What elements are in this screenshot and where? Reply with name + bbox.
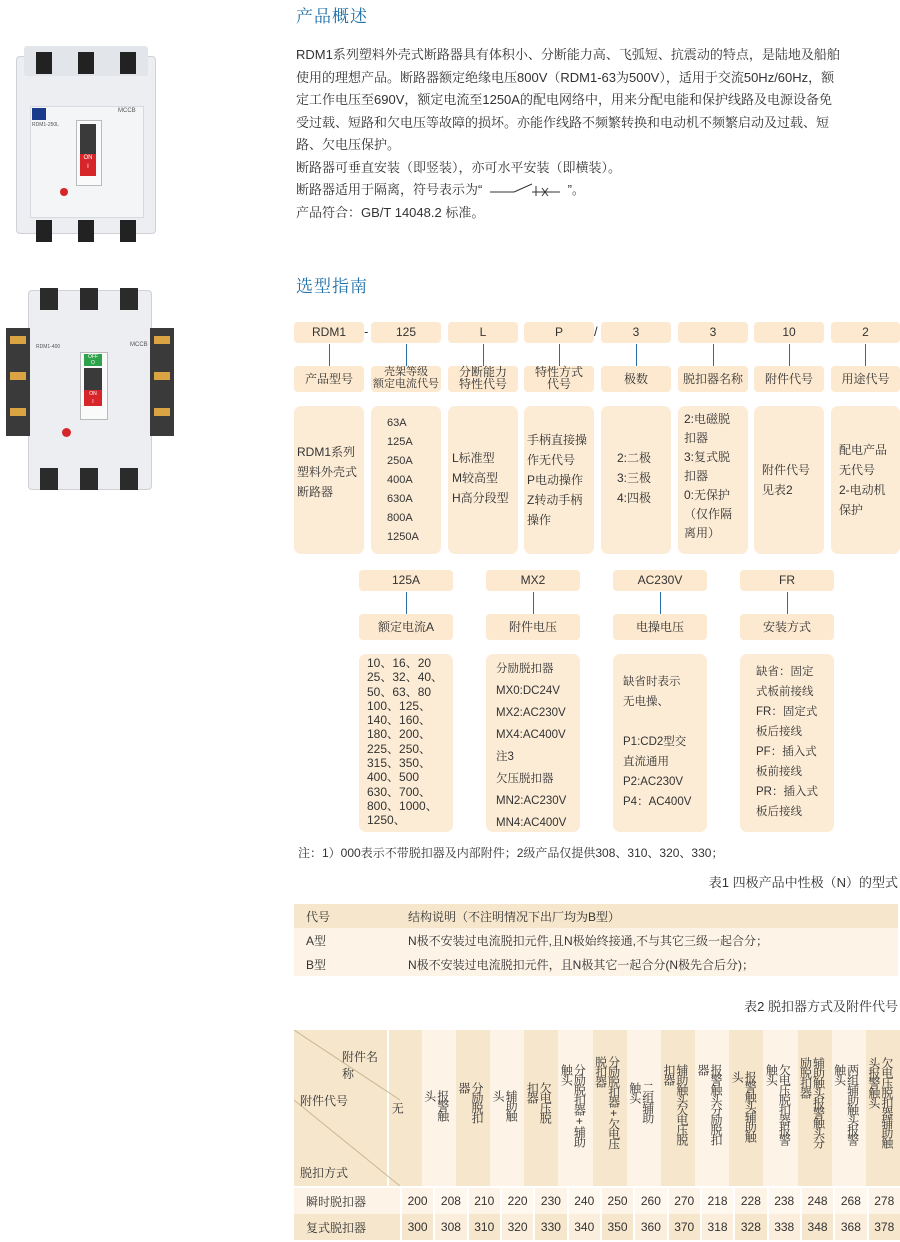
handle-on-icon: ON I	[80, 154, 96, 176]
table2-cell: 228	[734, 1188, 767, 1214]
side-terminal-right-icon	[150, 328, 174, 436]
table2-row-label: 瞬时脱扣器	[294, 1188, 401, 1214]
table-row	[294, 1188, 900, 1214]
table-row	[294, 928, 898, 952]
code-tag: MX2	[486, 570, 580, 591]
table2-row-label: 复式脱扣器	[294, 1214, 401, 1240]
table2-col-header: 欠电压脱扣器报警触头	[763, 1030, 797, 1186]
code-tag: 2	[831, 322, 900, 343]
overview-line: 使用的理想产品。断路器额定绝缘电压800V（RDM1-63为500V），适用于交流50Hz/60Hz，额	[296, 69, 835, 85]
table2-cell: 308	[434, 1214, 467, 1240]
table1-cell: A型	[306, 933, 327, 948]
code-label: 安装方式	[740, 614, 834, 640]
table2-cell: 218	[701, 1188, 734, 1214]
table1-cell: B型	[306, 957, 327, 972]
table1-cell: N极不安装过电流脱扣元件,且N极始终接通,不与其它三级一起合分；	[408, 933, 769, 948]
detail-box: 2:电磁脱 扣器 3:复式脱 扣器 0:无保护 （仅作隔 离用）	[678, 406, 748, 554]
table2-col-header: 辅助触头报警触头分励脱扣器	[798, 1030, 832, 1186]
code-label: 产品型号	[294, 366, 364, 392]
table2-col-header: 无	[388, 1030, 422, 1186]
handle-off-icon: OFF O	[84, 354, 102, 366]
table2-cell: 230	[534, 1188, 567, 1214]
overview-title: 产品概述	[296, 7, 368, 26]
separator: /	[594, 324, 598, 339]
table2-cell: 210	[468, 1188, 501, 1214]
table1-cell: N极不安装过电流脱扣元件，且N极其它一起合分(N极先合后分)；	[408, 957, 754, 972]
table2-cell: 220	[501, 1188, 534, 1214]
table2-cell: 340	[568, 1214, 601, 1240]
code-label: 特性方式 代号	[524, 366, 594, 392]
detail-box: L标准型 M较高型 H高分段型	[448, 406, 518, 554]
table2	[294, 1030, 900, 1240]
detail-box: RDM1系列 塑料外壳式 断路器	[294, 406, 364, 554]
code-label: 额定电流A	[359, 614, 453, 640]
model-label: RDM1-250L	[32, 122, 59, 128]
code-label: 用途代号	[831, 366, 900, 392]
table2-col-header: 欠电压脱扣器辅助触头报警触头	[866, 1030, 900, 1186]
table-row	[294, 1214, 900, 1240]
product-image-bottom	[6, 282, 174, 492]
table2-cell: 330	[534, 1214, 567, 1240]
overview-line: 定工作电压至690V，额定电流至1250A的配电网络中，用来分配电能和保护线路及电源设备免	[296, 92, 832, 107]
table2-cell: 320	[501, 1214, 534, 1240]
overview-line: 断路器适用于隔离，符号表示为“	[296, 182, 483, 197]
table2-cell: 338	[768, 1214, 801, 1240]
table2-cell: 260	[634, 1188, 667, 1214]
note: 注：1）000表示不带脱扣器及内部附件；2级产品仅提供308、310、320、330；	[298, 846, 724, 860]
table2-body	[294, 1188, 900, 1240]
table2-col-header: 二组辅助触头	[627, 1030, 661, 1186]
table2-cell: 328	[734, 1214, 767, 1240]
code-label: 脱扣器名称	[678, 366, 748, 392]
table2-cell: 318	[701, 1214, 734, 1240]
table2-cell: 348	[801, 1214, 834, 1240]
code-tag: 125A	[359, 570, 453, 591]
table2-cell: 378	[868, 1214, 900, 1240]
table2-cell: 250	[601, 1188, 634, 1214]
overview-symbol-line	[296, 179, 900, 202]
overview-line: 路、欠电压保护。	[296, 137, 401, 152]
table2-cell: 200	[401, 1188, 434, 1214]
overview-line: 断路器可垂直安装（即竖装），亦可水平安装（即横装）。	[296, 159, 622, 175]
table2-col-header: 两组辅助触头报警触头	[832, 1030, 866, 1186]
test-button-icon	[62, 428, 71, 437]
detail-box: 63A 125A 250A 400A 630A 800A 1250A	[371, 406, 441, 554]
table2-col-header: 报警触头辅助触头	[729, 1030, 763, 1186]
table-row	[294, 952, 898, 976]
code-tag: P	[524, 322, 594, 343]
table2-col-header: 报警触头	[422, 1030, 456, 1186]
code-tag: 10	[754, 322, 824, 343]
detail-box: 分励脱扣器 MX0:DC24V MX2:AC230V MX4:AC400V 注3 欠压脱扣器 MN2:AC230V MN4:AC400V	[486, 654, 580, 832]
table2-cell: 300	[401, 1214, 434, 1240]
table2-cell: 268	[834, 1188, 867, 1214]
detail-box: 2:二极 3:三极 4:四极	[601, 406, 671, 554]
handle-dark	[80, 124, 96, 156]
code-tag: FR	[740, 570, 834, 591]
table1-header	[294, 904, 898, 928]
detail-box: 缺省：固定 式板前接线 FR：固定式 板后接线 PF：插入式 板前接线 PR：插入式 板后接线	[740, 654, 834, 832]
table1-caption: 表1 四极产品中性极（N）的型式	[708, 875, 898, 890]
table2-cell: 240	[568, 1188, 601, 1214]
table2-cell: 350	[601, 1214, 634, 1240]
table2-cell: 248	[801, 1188, 834, 1214]
table2-header	[294, 1030, 900, 1186]
table2-cell: 208	[434, 1188, 467, 1214]
isolator-symbol-icon	[486, 181, 564, 197]
table2-col-header: 辅助触头	[490, 1030, 524, 1186]
table2-cell: 370	[668, 1214, 701, 1240]
detail-box: 缺省时表示 无电操、 P1:CD2型交 直流通用 P2:AC230V P4：AC400V	[613, 654, 707, 832]
code-label: 极数	[601, 366, 671, 392]
code-label: 附件电压	[486, 614, 580, 640]
code-label: 分断能力 特性代号	[448, 366, 518, 392]
selection-title: 选型指南	[296, 277, 368, 296]
handle-on-icon: ON I	[84, 390, 102, 406]
overview-text	[296, 44, 900, 224]
corner-label: 附件代号	[300, 1094, 349, 1108]
code-tag: L	[448, 322, 518, 343]
product-image-top	[16, 38, 156, 243]
table2-col-header: 辅助触头欠电压脱扣器	[661, 1030, 695, 1186]
corner-label: 脱扣方式	[300, 1166, 349, 1180]
table2-cell: 278	[868, 1188, 900, 1214]
code-tag: 3	[601, 322, 671, 343]
table1-header-cell: 代号	[306, 909, 331, 924]
corner-label: 附件名称	[342, 1050, 379, 1081]
overview-line: 受过载、短路和欠电压等故障的损坏。亦能作线路不频繁转换和电动机不频繁启动及过载、短	[296, 114, 830, 130]
mccb-label: MCCB	[118, 108, 136, 114]
overview-line: 产品符合：GB/T 14048.2 标准。	[296, 204, 485, 220]
code-label: 附件代号	[754, 366, 824, 392]
table2-col-header: 报警触头分励脱扣器	[695, 1030, 729, 1186]
detail-box: 附件代号 见表2	[754, 406, 824, 554]
model-label: RDM1-400	[36, 344, 61, 350]
code-tag: 3	[678, 322, 748, 343]
detail-box: 手柄直接操 作无代号 P电动操作 Z转动手柄 操作	[524, 406, 594, 554]
table2-cell: 270	[668, 1188, 701, 1214]
code-label: 电操电压	[613, 614, 707, 640]
code-tag: 125	[371, 322, 441, 343]
table2-col-header: 欠电压脱扣器	[524, 1030, 558, 1186]
table1-header-cell: 结构说明（不注明情况下出厂均为B型）	[408, 909, 621, 924]
code-tag: RDM1	[294, 322, 364, 343]
test-button-icon	[60, 188, 68, 196]
table2-col-header: 分励脱扣器+欠电压脱扣器	[593, 1030, 627, 1186]
code-label: 壳架等级 额定电流代号	[373, 366, 439, 390]
detail-box: 10、16、20 25、32、40、 50、63、80 100、125、 140、160、 180、200、 225、250、 315、350、 400、500 630、700、 800、1000、 1250、	[359, 654, 453, 832]
mccb-label: MCCB	[130, 342, 148, 348]
table2-cell: 310	[468, 1214, 501, 1240]
table2-cell: 238	[768, 1188, 801, 1214]
table2-corner	[294, 1030, 388, 1186]
detail-box: 配电产品 无代号 2-电动机 保护	[831, 406, 900, 554]
code-tag: AC230V	[613, 570, 707, 591]
table2-cell: 360	[634, 1214, 667, 1240]
overview-line: RDM1系列塑料外壳式断路器具有体积小、分断能力高、飞弧短、抗震动的特点，是陆地及船舶	[296, 47, 840, 62]
table2-col-header: 分励脱扣器	[456, 1030, 490, 1186]
table2-col-header: 分励脱扣器+辅助触头	[558, 1030, 592, 1186]
table2-cell: 368	[834, 1214, 867, 1240]
separator: -	[364, 324, 369, 339]
table2-caption: 表2 脱扣器方式及附件代号	[744, 999, 898, 1014]
table1	[294, 904, 898, 976]
overview-symbol-end: ”。	[567, 182, 585, 197]
brand-logo-icon	[32, 108, 46, 120]
side-terminal-left-icon	[6, 328, 30, 436]
